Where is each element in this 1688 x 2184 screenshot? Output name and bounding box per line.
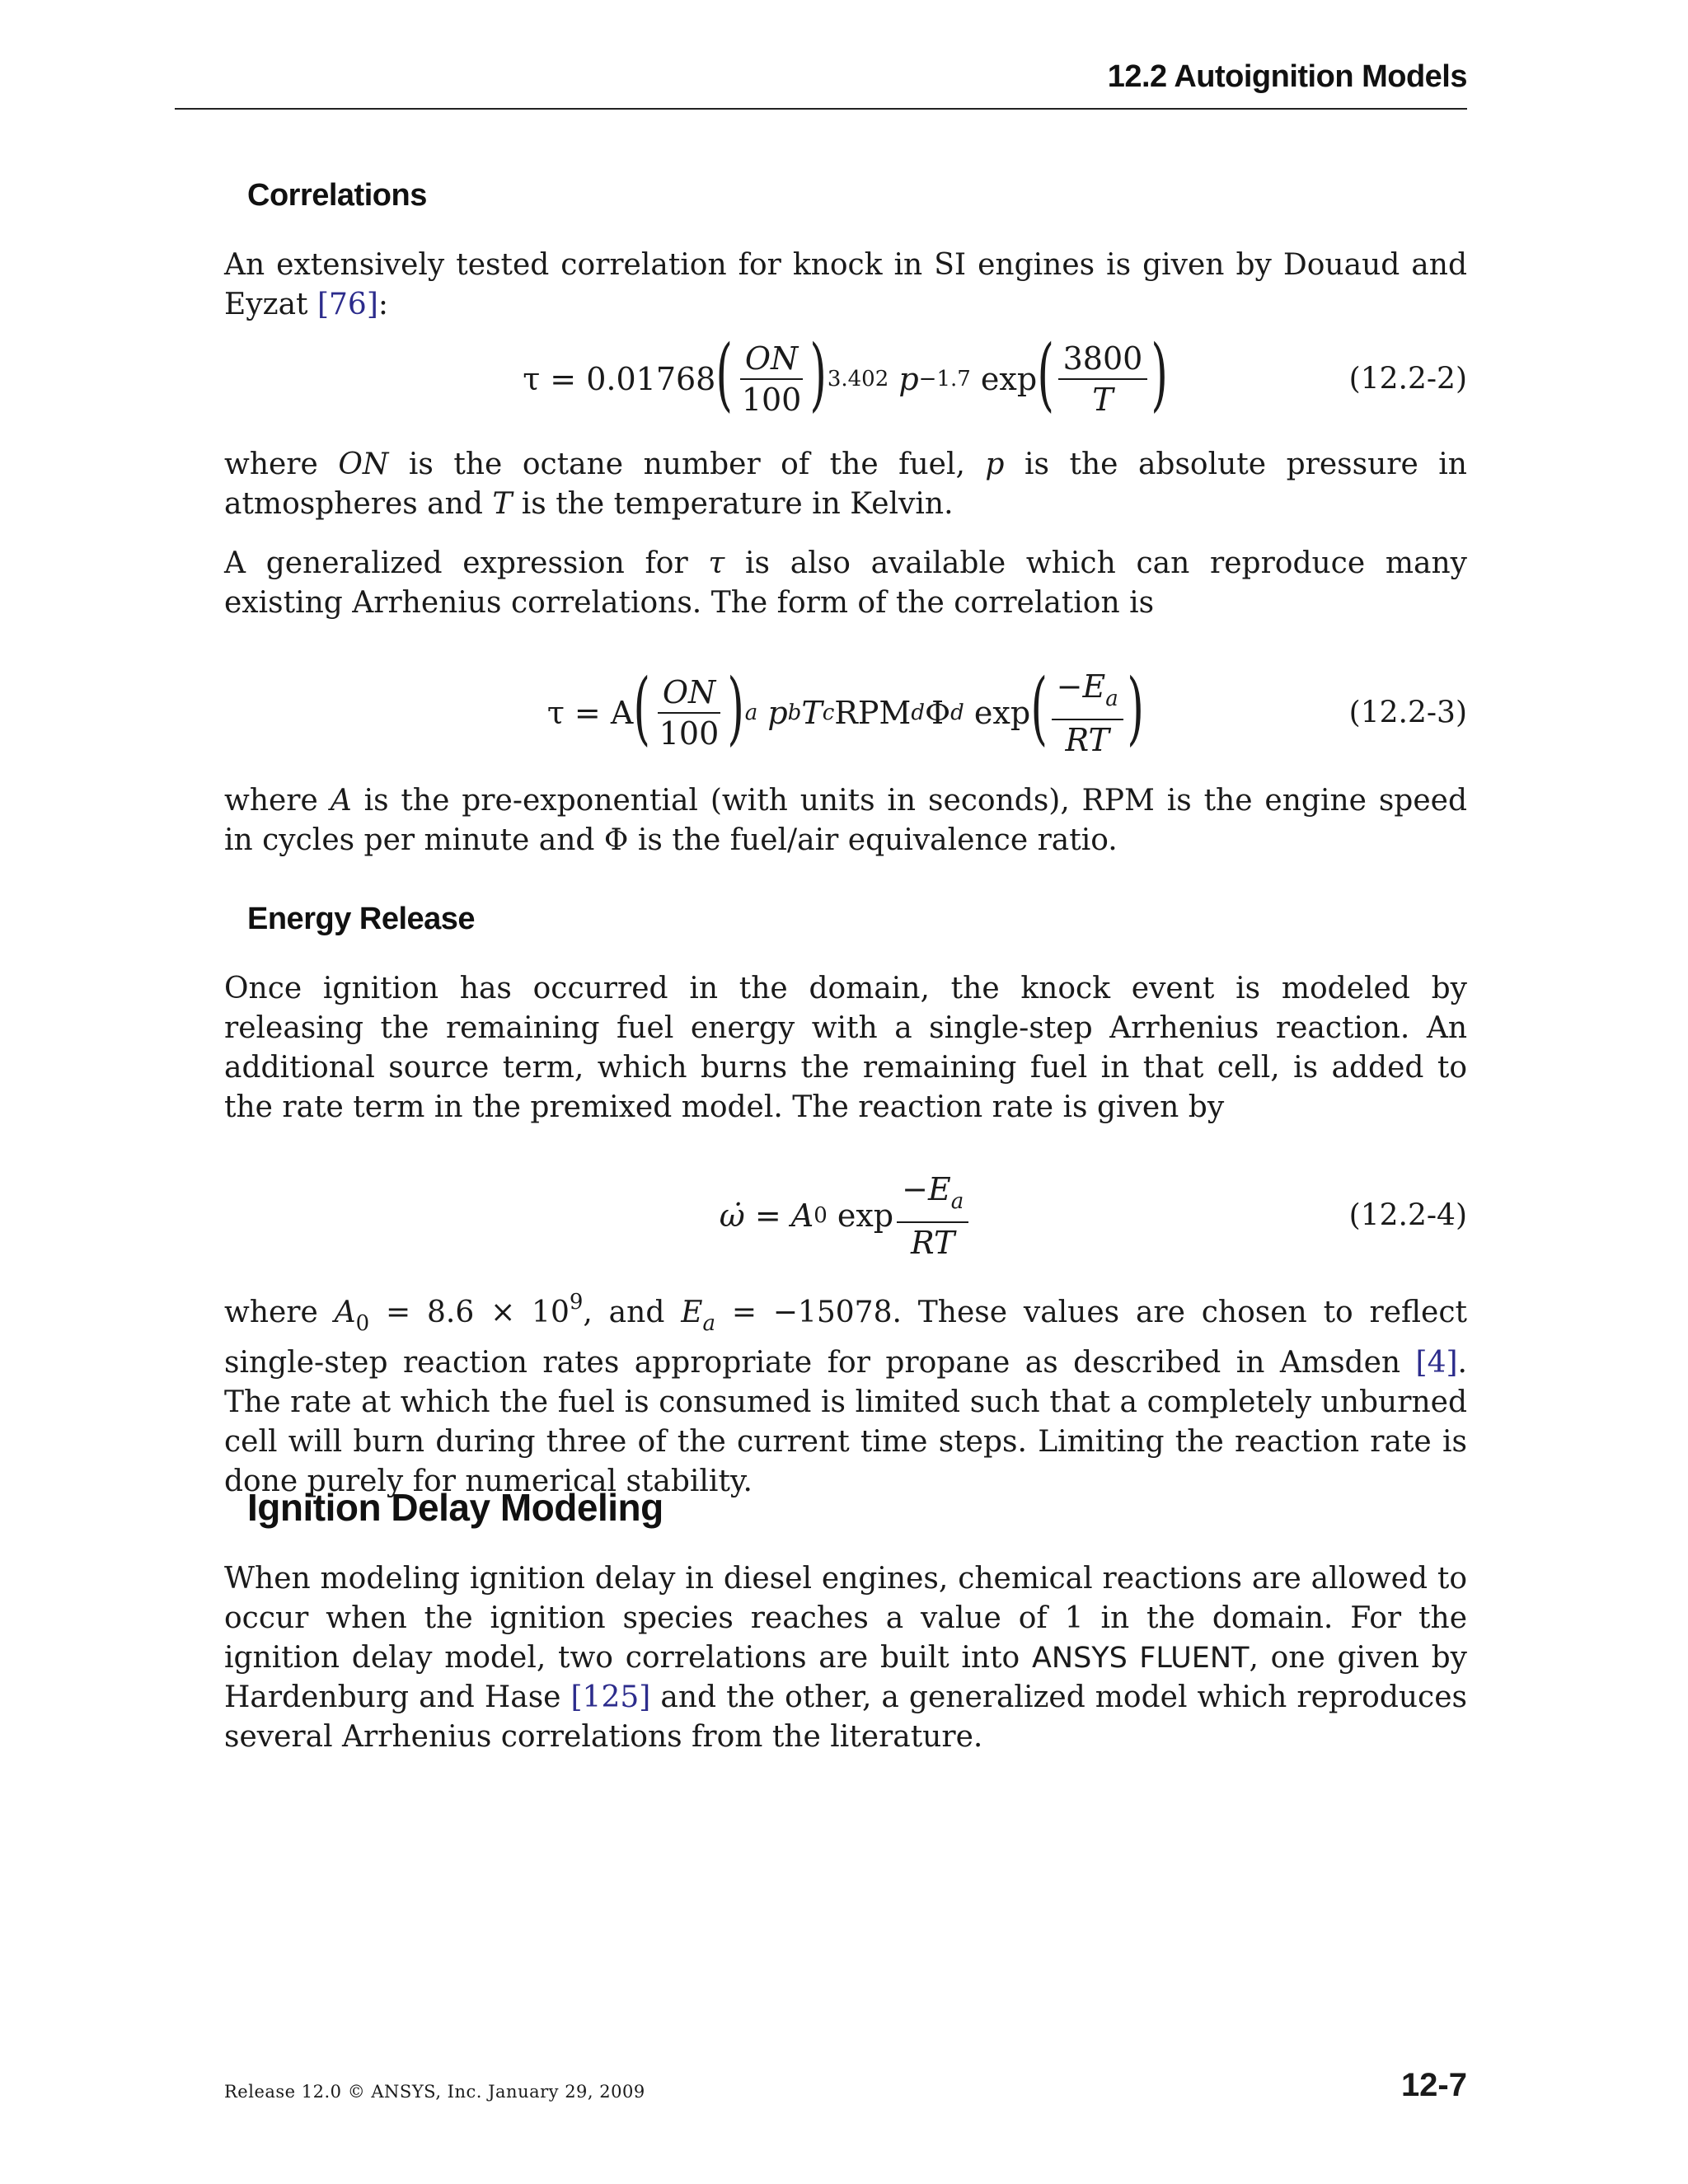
product-name: ANSYS FLUENT [1031,1642,1250,1675]
equation-12-2-4: ω̇ = A 0 exp $\frac{-E_a}{RT}$ (12.2-4) [719,1170,1467,1261]
footer-release: Release 12.0 © ANSYS, Inc. January 29, 2009 [224,2082,645,2102]
page-number: 12-7 [1400,2067,1467,2103]
paragraph-where-a: where A is the pre-exponential (with units in seconds), RPM is the engine speed in cycles per minute and Φ is the fuel/air equivalence ratio. [224,784,1468,857]
heading-ignition-delay-modeling: Ignition Delay Modeling [247,1486,663,1529]
citation-4[interactable]: [4] [1415,1346,1458,1380]
equation-12-2-2: τ = 0.01768 ( $\frac{ON}{100}$ ) 3.402 p −1.7 exp ( $\frac{3800}{T}$ ) (12.2-2) [523,328,1467,420]
citation-125[interactable]: [125] [570,1680,651,1714]
equation-number: (12.2-3) [1348,696,1467,730]
paragraph-reaction-constants: where $A_0 = 8.6 \times 10^9$, and $E_a = -15078$. These values are chosen to reflect single-step reaction rates appropriate for propane as described in Amsden [4]. The rate at which the fuel is consumed is limited such that a completely unburned cell will burn during three of the current time steps. Limiting the reaction rate is done purely for numerical stability. [224,1290,1467,1498]
paragraph-generalized-expression: A generalized expression for τ is also available which can reproduce many existing Arrhenius correlations. The form of the correlation is [224,546,1467,620]
equation-number: (12.2-4) [1348,1198,1467,1233]
paragraph-correlation-intro: An extensively tested correlation for knock in SI engines is given by Douaud and Eyzat [76]: [224,248,1467,321]
paragraph-energy-release: Once ignition has occurred in the domain, the knock event is modeled by releasing the remaining fuel energy with a single-step Arrhenius reaction. An additional source term, which burns the remaining fuel in that cell, is added to the rate term in the premixed model. The reaction rate is given by [224,972,1467,1124]
paragraph-ignition-delay: When modeling ignition delay in diesel engines, chemical reactions are allowed to occur when the ignition species reaches a value of 1 in the domain. For the ignition delay model, two correlations are built into ANSYS FLUENT, one given by Hardenburg and Hase [125] and the other, a generalized model which reproduces several Arrhenius correlations from the literature. [224,1562,1468,1754]
running-head: 12.2 Autoignition Models [1107,59,1467,94]
citation-76[interactable]: [76] [316,288,378,321]
header-rule [175,108,1467,110]
paragraph-where-on: where ON is the octane number of the fuel, p is the absolute pressure in atmospheres and T is the temperature in Kelvin. [224,448,1467,521]
equation-number: (12.2-2) [1348,362,1467,396]
heading-correlations: Correlations [247,178,427,213]
equation-12-2-3: τ = A ( $\frac{ON}{100}$ ) a p b T c RPM d Φ d exp ( $\frac{-E_a}{RT}$ ) (12.2-3) [546,662,1467,758]
heading-energy-release: Energy Release [247,902,476,936]
